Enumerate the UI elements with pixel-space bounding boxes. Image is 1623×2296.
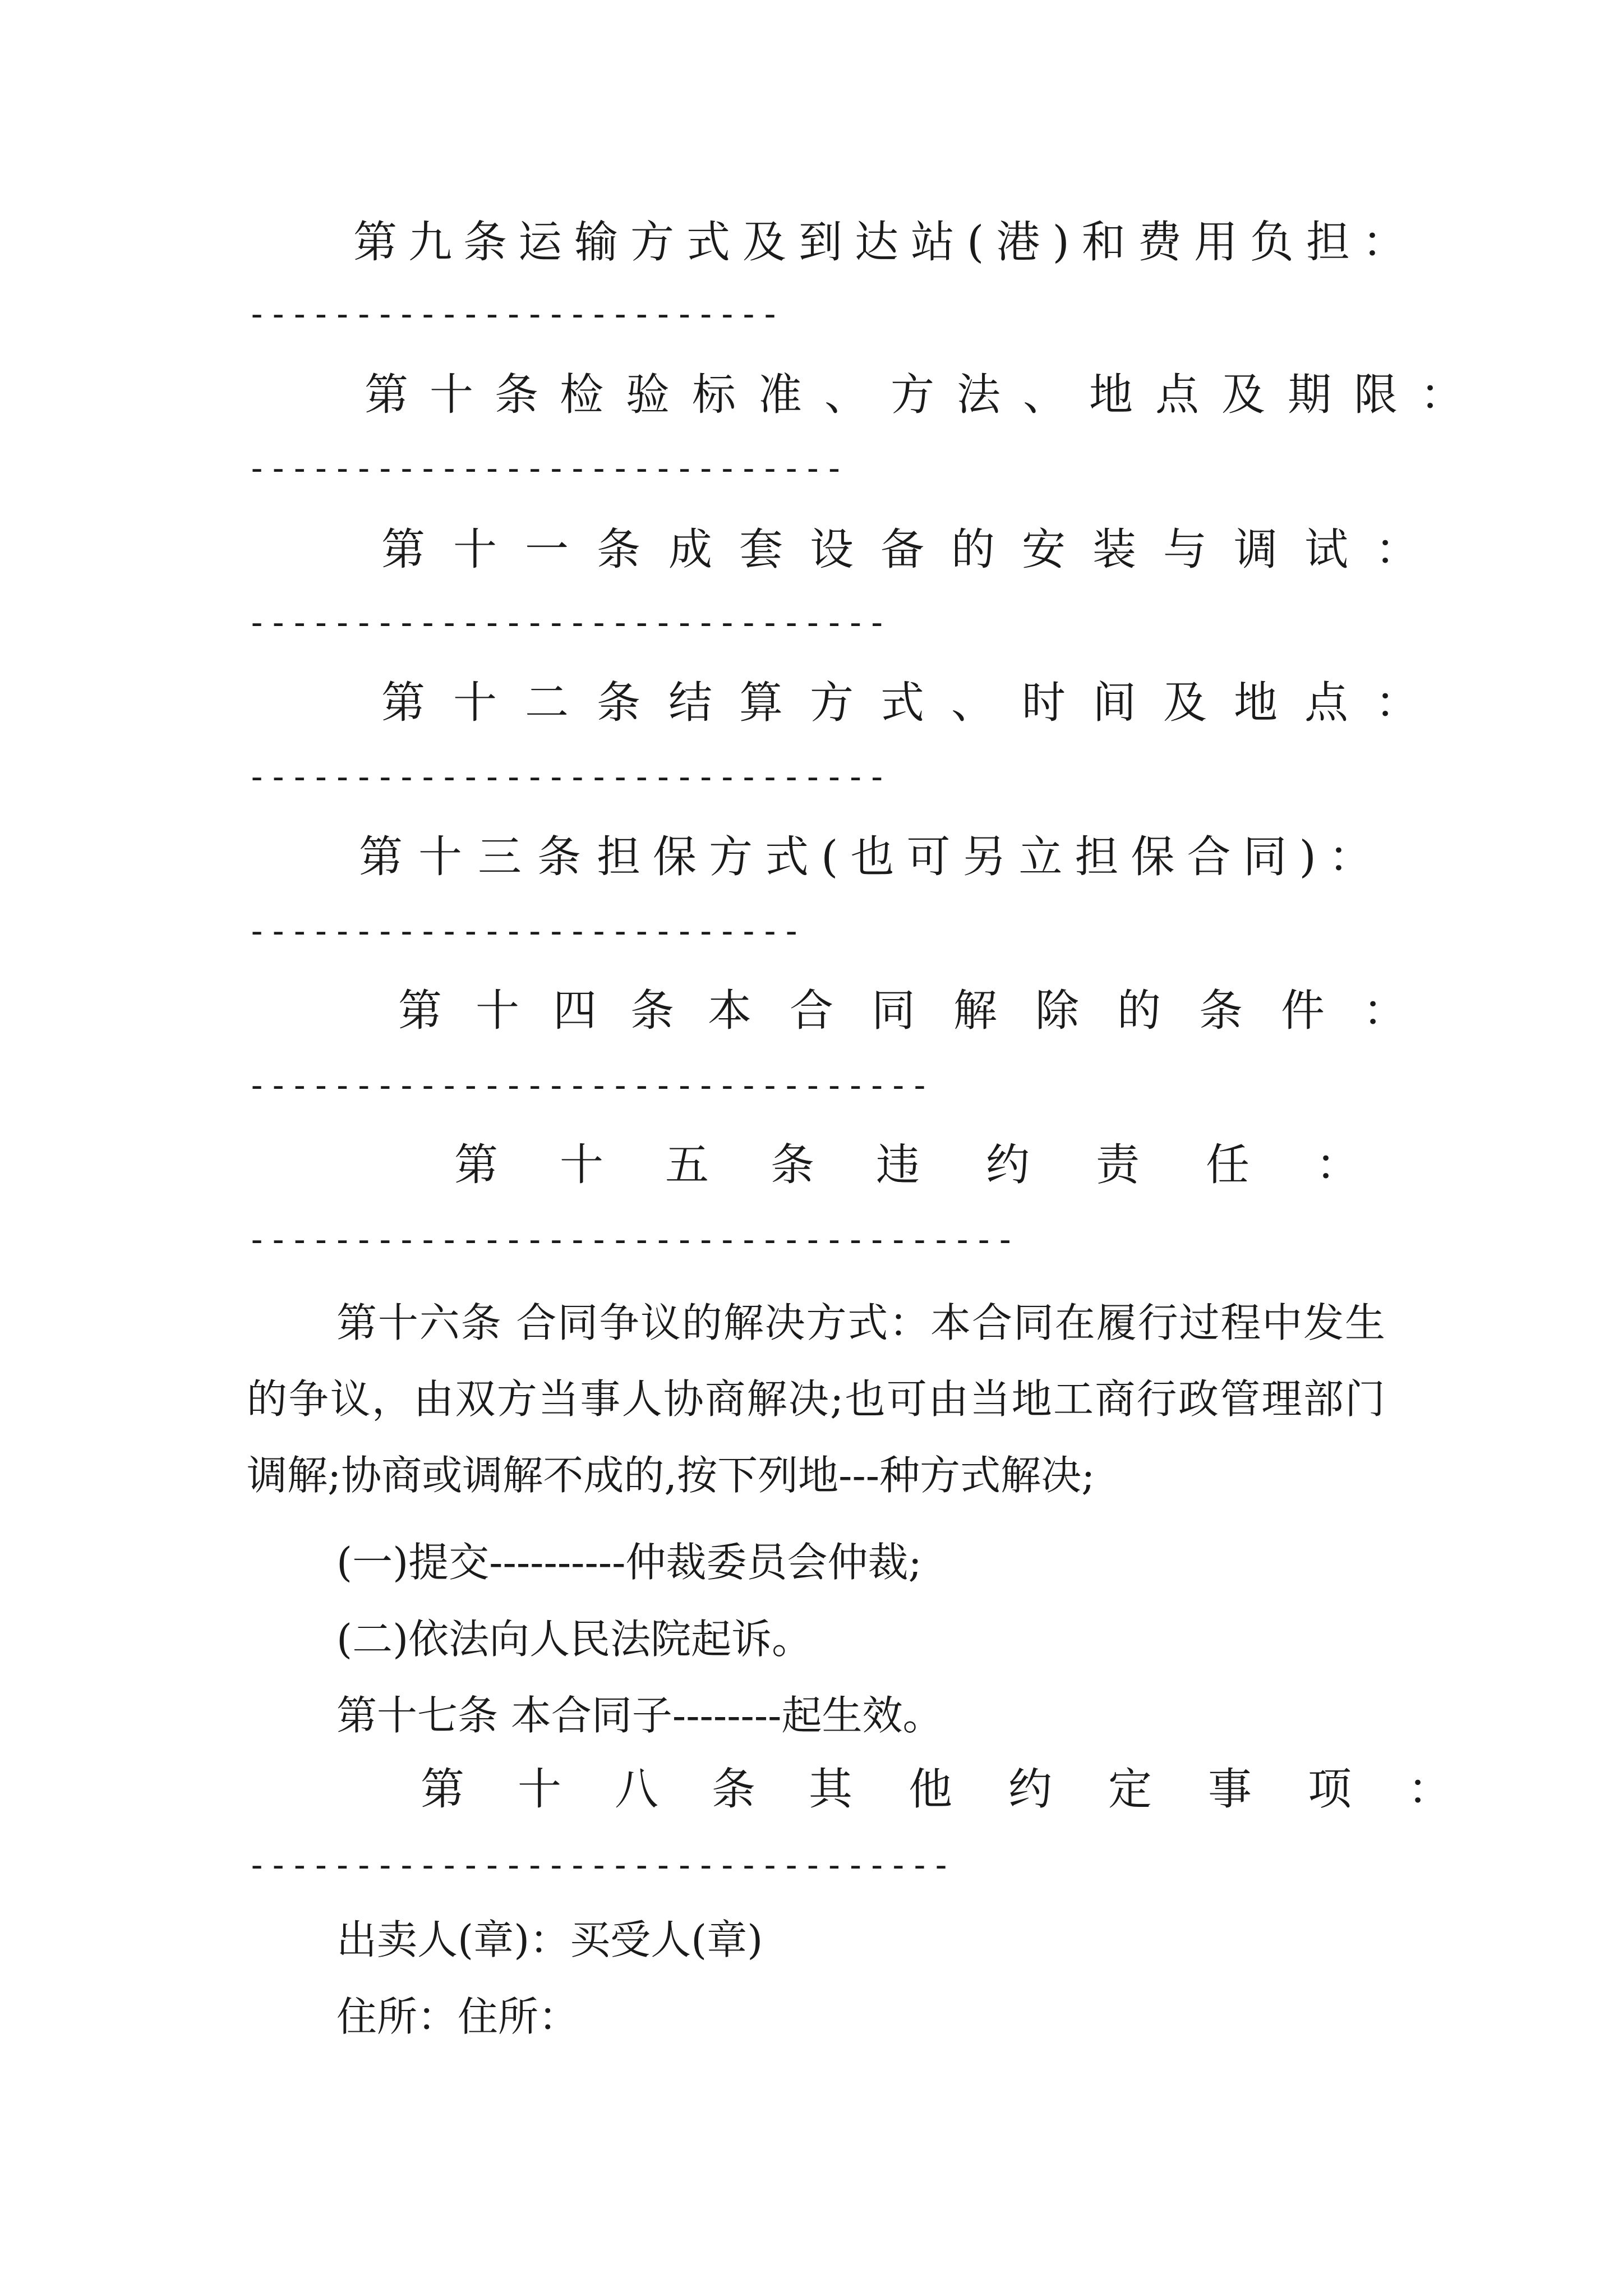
article-9-label: 第九条 <box>353 217 519 268</box>
signature-line: 出卖人(章)：买受人(章) <box>336 1916 763 1963</box>
article-11-label: 第十一条 <box>381 524 669 575</box>
article-15-blank: ------------------------------------ <box>247 1223 1017 1257</box>
dispute-option-1: (一)提交----------仲裁委员会仲裁; <box>336 1539 922 1586</box>
article-9-heading <box>353 214 1418 270</box>
article-9-blank: ------------------------- <box>247 297 782 331</box>
article-11-blank: ------------------------------ <box>247 606 888 639</box>
article-12-blank: ------------------------------ <box>247 760 888 794</box>
article-13-label: 第十三条 <box>359 832 597 882</box>
address-line: 住所：住所： <box>336 1993 579 2040</box>
article-14-content: 本合同解除的条件： <box>708 986 1445 1036</box>
article-12-content: 结算方式、时间及地点： <box>668 678 1446 728</box>
article-9-content: 运输方式及到达站(港)和费用负担： <box>518 217 1418 268</box>
article-15-heading <box>454 1137 1426 1193</box>
article-14-heading <box>398 983 1445 1039</box>
article-13-blank: -------------------------- <box>247 914 803 948</box>
article-10-label: 第十条 <box>365 370 560 420</box>
article-17: 第十七条 本合同子--------起生效。 <box>336 1692 943 1739</box>
article-12-heading <box>381 675 1446 731</box>
article-13-content: 担保方式(也可另立担保合同)： <box>597 832 1385 882</box>
article-14-label: 第十四条 <box>398 986 708 1036</box>
article-15-label: 第十五条 <box>454 1140 877 1190</box>
article-11-content: 成套设备的安装与调试： <box>668 524 1446 575</box>
article-18-label: 第十八条 <box>421 1764 809 1815</box>
article-10-blank: ---------------------------- <box>247 452 846 485</box>
article-11-heading <box>381 522 1446 578</box>
article-10-content: 检验标准、方法、地点及期限： <box>560 370 1487 420</box>
article-12-label: 第十二条 <box>381 678 669 728</box>
dispute-option-2: (二)依法向人民法院起诉。 <box>336 1616 813 1663</box>
article-18-content: 其他约定事项： <box>809 1764 1508 1815</box>
article-18-heading <box>421 1761 1508 1818</box>
article-14-blank: -------------------------------- <box>247 1069 931 1102</box>
article-18-blank: --------------------------------- <box>247 1848 953 1882</box>
article-16-paragraph: 第十六条 合同争议的解决方式：本合同在履行过程中发生的争议，由双方当事人协商解决;也可由当地工商行政管理部门调解;协商或调解不成的,按下列地---种方式解决; <box>247 1299 1385 1499</box>
article-15-content: 违约责任： <box>876 1140 1426 1190</box>
article-10-heading <box>365 367 1487 423</box>
article-13-heading <box>359 829 1385 885</box>
